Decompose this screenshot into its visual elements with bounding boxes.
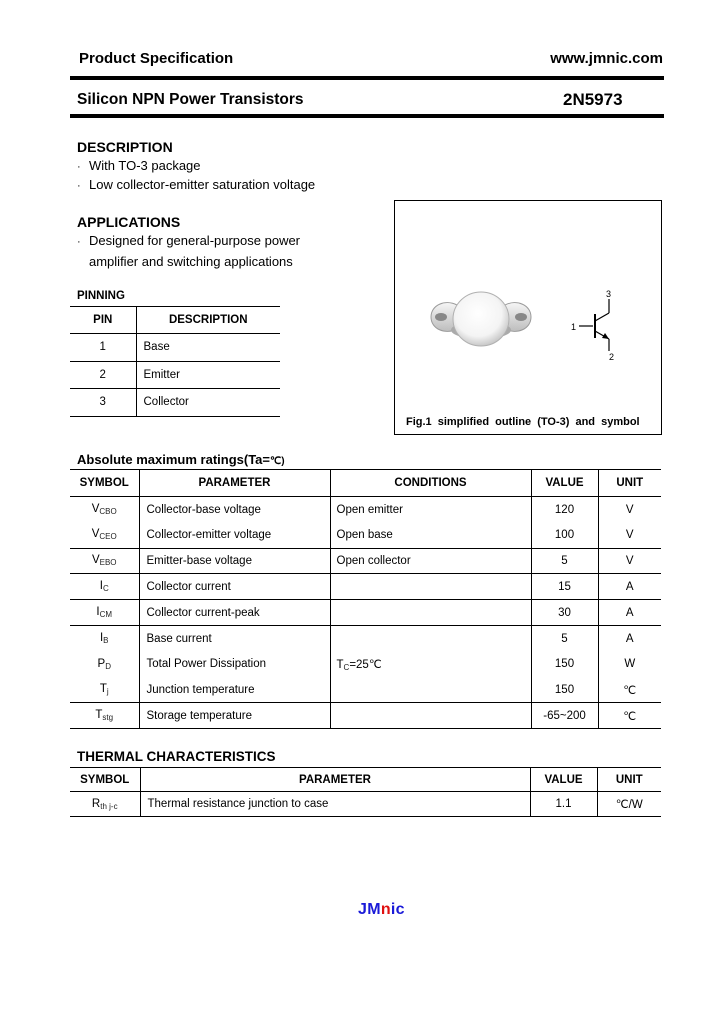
thermal-heading: THERMAL CHARACTERISTICS [77,749,276,764]
logo-part: n [380,901,391,918]
table-row: $T_{stg}$ Storage temperature -65~200 ℃ [70,703,661,729]
table-row: 2 Emitter [70,361,280,389]
pin-label: 3 [606,289,612,299]
table-row: $P_D$ Total Power Dissipation 150 W [70,651,661,677]
applications-item: · Designed for general-purpose power amplifier and switching applications [77,233,301,269]
pin-label: 1 [571,322,577,332]
header-website[interactable]: www.jmnic.com [550,50,663,67]
table-row: $I_B$ Base current $T_C=25℃$ 5 A [70,625,661,651]
applications-heading: APPLICATIONS [77,214,181,230]
document-title: Silicon NPN Power Transistors [77,91,304,108]
abs-max-heading: Absolute maximum ratings(Ta=℃) [77,452,285,467]
description-heading: DESCRIPTION [77,139,173,155]
table-row: $I_{CM}$ Collector current-peak 30 A [70,600,661,626]
col-pin: PIN [70,307,136,334]
table-row: $V_{EBO}$ Emitter-base voltage Open collector 5 V [70,548,661,574]
logo-part: JM [358,901,381,918]
abs-max-header-row: SYMBOL PARAMETER CONDITIONS VALUE UNIT [70,470,661,497]
pinning-table [70,306,280,417]
part-number: 2N5973 [563,90,623,109]
description-item-1: · With TO-3 package [77,156,201,177]
table-row: 3 Collector [70,389,280,417]
header-rule [70,76,664,80]
to3-package-icon [431,292,531,346]
bullet-mark: · [77,236,81,248]
table-row: $V_{CBO}$ Collector-base voltage Open emitter 120 V [70,497,661,523]
to3-package-and-symbol [395,201,661,434]
thermal-table [70,767,661,817]
table-row: $V_{CEO}$ Collector-emitter voltage Open base 100 V [70,522,661,548]
figure-caption: Fig.1 simplified outline (TO-3) and symbol [406,416,640,428]
description-item-2: · Low collector-emitter saturation voltage [77,175,315,196]
jmnic-logo [358,901,405,919]
pin-label: 2 [609,352,615,362]
pinning-heading: PINNING [77,290,125,302]
title-rule [70,114,664,118]
header-left: Product Specification [79,50,234,67]
thermal-header-row: SYMBOL PARAMETER VALUE UNIT [70,768,661,792]
logo-part: ic [390,901,405,918]
table-row: $R_{th j-c}$ Thermal resistance junction to case 1.1 ℃/W [70,792,661,817]
col-description: DESCRIPTION [136,307,280,334]
figure-box [394,200,662,435]
bullet-mark: · [77,161,81,173]
bullet-mark: · [77,180,81,192]
table-row: 1 Base [70,334,280,362]
table-row: $T_j$ Junction temperature 150 ℃ [70,677,661,703]
abs-max-table [70,469,661,729]
table-row: $I_C$ Collector current 15 A [70,574,661,600]
npn-transistor-symbol-icon [579,299,609,351]
pinning-header-row [70,307,280,334]
